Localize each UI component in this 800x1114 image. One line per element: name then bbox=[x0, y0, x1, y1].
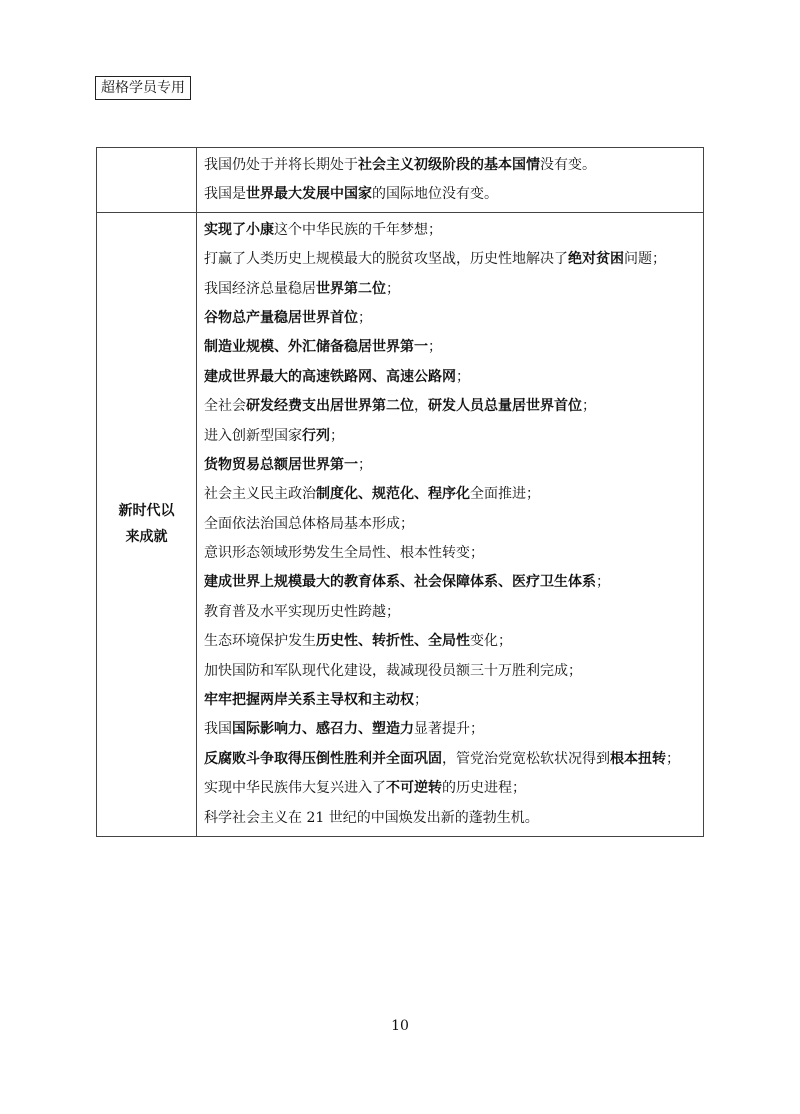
emphasis-text: 牢牢把握两岸关系主导权和主动权 bbox=[204, 692, 414, 709]
body-text: 加快国防和军队现代化建设，裁减现役员额三十万胜利完成； bbox=[204, 662, 582, 679]
body-text: ； bbox=[358, 309, 372, 326]
body-text: ； bbox=[330, 427, 344, 444]
emphasis-text: 世界第二位 bbox=[316, 280, 386, 297]
body-text: 我国经济总量稳居 bbox=[204, 280, 316, 297]
row-heading: 新时代以来成就 bbox=[118, 503, 175, 546]
emphasis-text: 研发经费支出居世界第二位 bbox=[246, 398, 414, 415]
list-item bbox=[197, 451, 703, 480]
body-text: 全面推进； bbox=[470, 486, 540, 503]
row-heading-cell bbox=[97, 148, 197, 213]
body-text: ； bbox=[582, 398, 596, 415]
body-text: 我国仍处于并将长期处于 bbox=[204, 157, 358, 173]
list-item bbox=[197, 539, 703, 568]
emphasis-text: 世界最大发展中国家 bbox=[246, 186, 372, 203]
emphasis-text: 谷物总产量稳居世界首位 bbox=[204, 309, 358, 326]
emphasis-text: 制度化、规范化、程序化 bbox=[316, 486, 470, 503]
body-text: ，管党治党宽松软状况得到 bbox=[442, 750, 610, 767]
list-item bbox=[197, 745, 703, 774]
body-text: 教育普及水平实现历史性跨越； bbox=[204, 603, 400, 620]
body-text: 进入创新型国家 bbox=[204, 427, 302, 444]
row-content-cell bbox=[197, 212, 704, 836]
list-item bbox=[197, 715, 703, 744]
row-heading-cell bbox=[97, 212, 197, 836]
list-item bbox=[197, 627, 703, 656]
list-item bbox=[197, 180, 703, 209]
body-text: ； bbox=[666, 750, 680, 767]
body-text: 生态环境保护发生 bbox=[204, 633, 316, 650]
list-item bbox=[197, 804, 703, 833]
body-text: 的国际地位没有变。 bbox=[372, 186, 498, 203]
body-text: ； bbox=[456, 368, 470, 385]
list-item bbox=[197, 774, 703, 803]
emphasis-text: 绝对贫困 bbox=[568, 251, 624, 268]
emphasis-text: 根本扭转 bbox=[610, 750, 666, 767]
emphasis-text: 不可逆转 bbox=[386, 780, 442, 797]
emphasis-text: 行列 bbox=[302, 427, 330, 444]
exclusive-tag: 超格学员专用 bbox=[95, 76, 191, 100]
list-item bbox=[197, 363, 703, 392]
emphasis-text: 制造业规模、外汇储备稳居世界第一 bbox=[204, 339, 428, 356]
body-text: ， bbox=[414, 398, 428, 415]
list-item bbox=[197, 216, 703, 245]
emphasis-text: 社会主义初级阶段的基本国情 bbox=[358, 157, 540, 173]
body-text: 全面依法治国总体格局基本形成； bbox=[204, 515, 414, 532]
emphasis-text: 研发人员总量居世界首位 bbox=[428, 398, 582, 415]
list-item bbox=[197, 422, 703, 451]
body-text: 意识形态领域形势发生全局性、根本性转变； bbox=[204, 545, 484, 562]
table-row bbox=[97, 212, 704, 836]
body-text: 社会主义民主政治 bbox=[204, 486, 316, 503]
body-text: 这个中华民族的千年梦想； bbox=[274, 221, 442, 238]
page-number: 10 bbox=[391, 1018, 409, 1034]
body-text: 显著提升； bbox=[414, 721, 484, 738]
achievements-table bbox=[96, 147, 704, 837]
emphasis-text: 实现了小康 bbox=[204, 221, 274, 238]
body-text: 变化； bbox=[470, 633, 512, 650]
list-item bbox=[197, 392, 703, 421]
list-item bbox=[197, 686, 703, 715]
body-text: ； bbox=[386, 280, 400, 297]
body-text: ； bbox=[596, 574, 610, 591]
list-item bbox=[197, 480, 703, 509]
body-text: 我国 bbox=[204, 721, 232, 738]
list-item bbox=[197, 568, 703, 597]
list-item bbox=[197, 275, 703, 304]
list-item bbox=[197, 245, 703, 274]
body-text: 实现中华民族伟大复兴进入了 bbox=[204, 780, 386, 797]
list-item bbox=[197, 657, 703, 686]
body-text: 打赢了人类历史上规模最大的脱贫攻坚战，历史性地解决了 bbox=[204, 251, 568, 268]
body-text: 全社会 bbox=[204, 398, 246, 415]
body-text: 科学社会主义在 21 世纪的中国焕发出新的蓬勃生机。 bbox=[204, 809, 539, 826]
list-item bbox=[197, 151, 703, 180]
body-text: 问题； bbox=[624, 251, 666, 268]
list-item bbox=[197, 333, 703, 362]
list-item bbox=[197, 598, 703, 627]
body-text: 没有变。 bbox=[540, 157, 596, 173]
list-item bbox=[197, 510, 703, 539]
table-row bbox=[97, 148, 704, 213]
body-text: 的历史进程； bbox=[442, 780, 526, 797]
row-content-cell bbox=[197, 148, 704, 213]
emphasis-text: 历史性、转折性、全局性 bbox=[316, 633, 470, 650]
emphasis-text: 国际影响力、感召力、塑造力 bbox=[232, 721, 414, 738]
body-text: ； bbox=[414, 692, 428, 709]
body-text: 我国是 bbox=[204, 186, 246, 203]
body-text: ； bbox=[428, 339, 442, 356]
emphasis-text: 建成世界上规模最大的教育体系、社会保障体系、医疗卫生体系 bbox=[204, 574, 596, 591]
emphasis-text: 建成世界最大的高速铁路网、高速公路网 bbox=[204, 368, 456, 385]
list-item bbox=[197, 304, 703, 333]
emphasis-text: 反腐败斗争取得压倒性胜利并全面巩固 bbox=[204, 750, 442, 767]
body-text: ； bbox=[358, 456, 372, 473]
emphasis-text: 货物贸易总额居世界第一 bbox=[204, 456, 358, 473]
